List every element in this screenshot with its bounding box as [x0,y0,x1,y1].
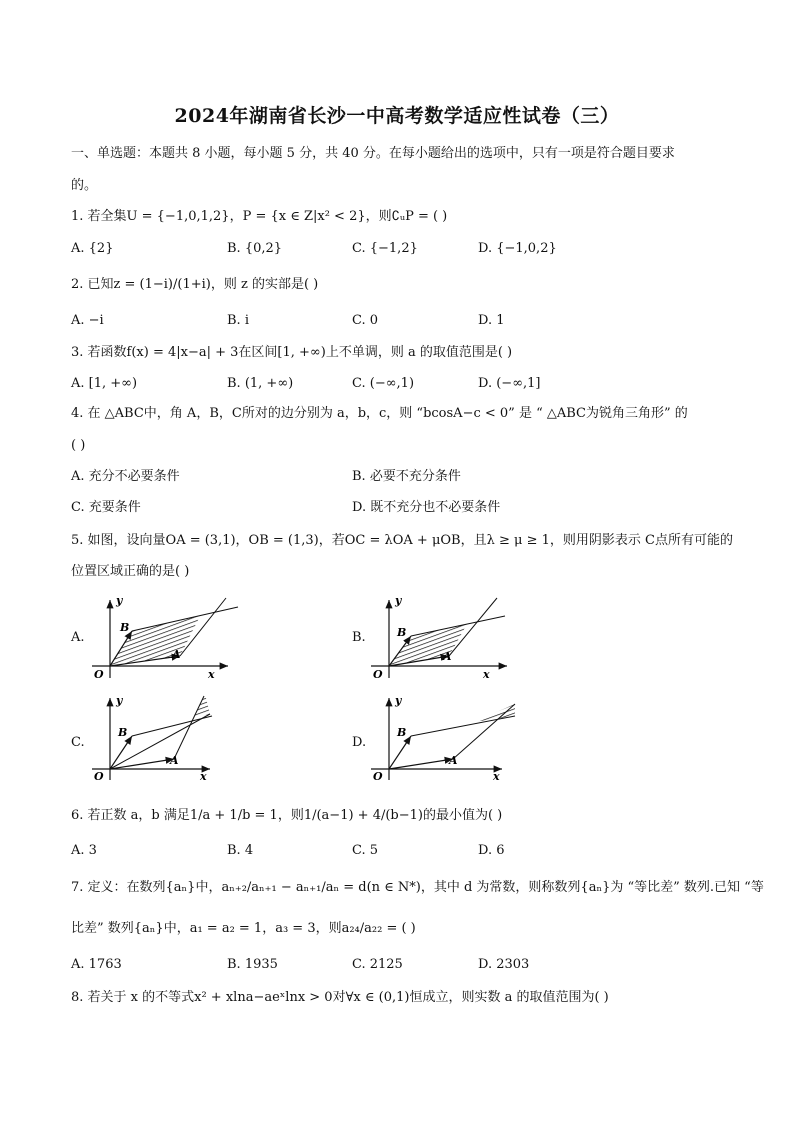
y-axis-label: y [395,596,402,607]
q3-option-d: D. (−∞,1] [478,376,541,391]
q7-option-d: D. 2303 [478,957,530,972]
q3-option-b: B. (1, +∞) [227,376,294,391]
q6-option-d: D. 6 [478,843,505,858]
q1-option-c: C. {−1,2} [352,241,418,256]
point-b-label: B [118,726,128,739]
question-4: 4. 在 △ABC中，角 A，B，C所对的边分别为 a，b，c，则 “bcosA−c < 0” 是 “ △ABC为锐角三角形” 的 [71,406,688,421]
point-b-label: B [397,626,407,639]
question-6: 6. 若正数 a，b 满足1/a + 1/b = 1，则1/(a−1) + 4/(b−1)的最小值为( ) [71,808,503,823]
q4-option-a: A. 充分不必要条件 [71,469,180,484]
question-5-cont: 位置区域正确的是( ) [71,564,190,579]
point-a-label: A [449,754,458,767]
q2-option-d: D. 1 [478,313,505,328]
question-1: 1. 若全集U = {−1,0,1,2}，P = {x ∈ Z|x² < 2}，则∁ᵤP = ( ) [71,209,448,224]
question-3: 3. 若函数f(x) = 4|x−a| + 3在区间[1, +∞)上不单调，则 a 的取值范围是( ) [71,345,513,360]
q5-figure-a [88,596,243,681]
q7-option-c: C. 2125 [352,957,403,972]
q2-option-b: B. i [227,313,249,328]
question-5: 5. 如图，设向量OA = (3,1)，OB = (1,3)，若OC = λOA + μOB，且λ ≥ μ ≥ 1，则用阴影表示 C点所有可能的 [71,533,733,548]
x-axis-label: x [493,770,500,783]
point-a-label: A [172,648,181,661]
x-axis-label: x [208,668,215,681]
origin-label: O [373,668,383,681]
q4-option-b: B. 必要不充分条件 [352,469,461,484]
section-heading-cont: 的。 [71,178,98,193]
point-b-label: B [397,726,407,739]
origin-label: O [373,770,383,783]
point-a-label: A [443,650,452,663]
q2-option-a: A. −i [71,313,104,328]
x-axis-label: x [483,668,490,681]
q6-option-b: B. 4 [227,843,254,858]
origin-label: O [94,668,104,681]
q5-option-b: B. [352,630,366,645]
question-7-cont: 比差” 数列{aₙ}中，a₁ = a₂ = 1，a₃ = 3，则a₂₄/a₂₂ = ( ) [71,921,416,936]
q5-option-d: D. [352,735,367,750]
question-8: 8. 若关于 x 的不等式x² + xlna−aeˣlnx > 0对∀x ∈ (0,1)恒成立，则实数 a 的取值范围为( ) [71,990,609,1005]
q5-option-a: A. [71,630,85,645]
y-axis-label: y [116,694,123,707]
q5-figure-d [367,694,527,784]
section-heading: 一、单选题：本题共 8 小题，每小题 5 分，共 40 分。在每小题给出的选项中，只有一项是符合题目要求 [71,146,675,161]
q5-figure-c [88,694,243,784]
q5-option-c: C. [71,735,85,750]
question-4-cont: ( ) [71,438,86,453]
x-axis-label: x [200,770,207,783]
q6-option-a: A. 3 [71,843,97,858]
q1-option-d: D. {−1,0,2} [478,241,557,256]
q3-option-c: C. (−∞,1) [352,376,415,391]
question-2: 2. 已知z = (1−i)/(1+i)，则 z 的实部是( ) [71,277,319,292]
y-axis-label: y [116,596,123,607]
question-7: 7. 定义：在数列{aₙ}中，aₙ₊₂/aₙ₊₁ − aₙ₊₁/aₙ = d(n ∈ N*)，其中 d 为常数，则称数列{aₙ}为 “等比差” 数列.已知 “等 [71,880,764,895]
page-title: 2024年湖南省长沙一中高考数学适应性试卷（三） [174,105,620,127]
q4-option-c: C. 充要条件 [71,500,141,515]
q7-option-b: B. 1935 [227,957,278,972]
q2-option-c: C. 0 [352,313,379,328]
origin-label: O [94,770,104,783]
point-b-label: B [120,621,130,634]
q5-figure-b [367,596,522,681]
q7-option-a: A. 1763 [71,957,122,972]
y-axis-label: y [395,694,402,707]
q3-option-a: A. [1, +∞) [71,376,138,391]
point-a-label: A [170,754,179,767]
q4-option-d: D. 既不充分也不必要条件 [352,500,501,515]
q1-option-a: A. {2} [71,241,114,256]
q6-option-c: C. 5 [352,843,379,858]
q1-option-b: B. {0,2} [227,241,283,256]
